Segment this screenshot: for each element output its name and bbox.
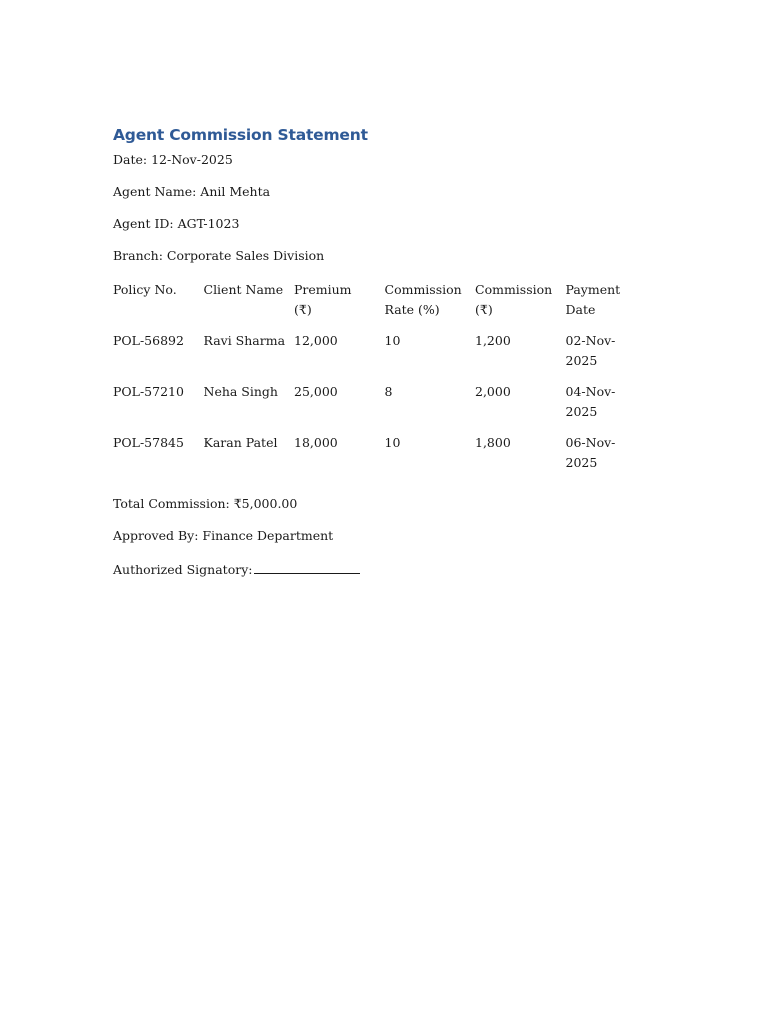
header-commission-rate: Commission Rate (%)	[384, 282, 462, 317]
cell-policy: POL-57845	[113, 435, 184, 450]
cell-rate: 10	[384, 435, 401, 450]
cell-payment-date: 02-Nov- 2025	[565, 333, 616, 368]
cell-commission: 2,000	[475, 384, 511, 399]
approved-by: Approved By: Finance Department	[113, 528, 334, 543]
table-row	[113, 433, 656, 484]
commission-table	[113, 280, 656, 484]
cell-client: Ravi Sharma	[203, 333, 286, 348]
cell-rate: 8	[384, 384, 393, 399]
cell-payment-date: 06-Nov- 2025	[565, 435, 616, 470]
cell-premium: 18,000	[294, 435, 338, 450]
page-title: Agent Commission Statement	[113, 126, 368, 144]
header-payment-date: Payment Date	[565, 282, 621, 317]
header-premium: Premium (₹)	[294, 282, 352, 317]
cell-premium: 25,000	[294, 384, 338, 399]
cell-commission: 1,800	[475, 435, 511, 450]
table-row	[113, 382, 656, 433]
cell-policy: POL-57210	[113, 384, 184, 399]
cell-policy: POL-56892	[113, 333, 184, 348]
signatory-label: Authorized Signatory:	[113, 562, 253, 577]
table-header-row	[113, 280, 656, 331]
table-row	[113, 331, 656, 382]
statement-body	[113, 125, 673, 594]
branch: Branch: Corporate Sales Division	[113, 248, 325, 263]
header-commission-amount: Commission (₹)	[475, 282, 553, 317]
cell-client: Neha Singh	[203, 384, 278, 399]
cell-client: Karan Patel	[203, 435, 278, 450]
cell-rate: 10	[384, 333, 401, 348]
header-policy-no: Policy No.	[113, 282, 177, 297]
total-commission: Total Commission: ₹5,000.00	[113, 496, 298, 511]
signature-line	[254, 560, 360, 574]
cell-payment-date: 04-Nov- 2025	[565, 384, 616, 419]
authorized-signatory	[113, 560, 673, 578]
statement-date: Date: 12-Nov-2025	[113, 152, 233, 167]
agent-name: Agent Name: Anil Mehta	[113, 184, 271, 199]
cell-premium: 12,000	[294, 333, 338, 348]
cell-commission: 1,200	[475, 333, 511, 348]
agent-id: Agent ID: AGT-1023	[113, 216, 240, 231]
header-client-name: Client Name	[203, 282, 284, 297]
